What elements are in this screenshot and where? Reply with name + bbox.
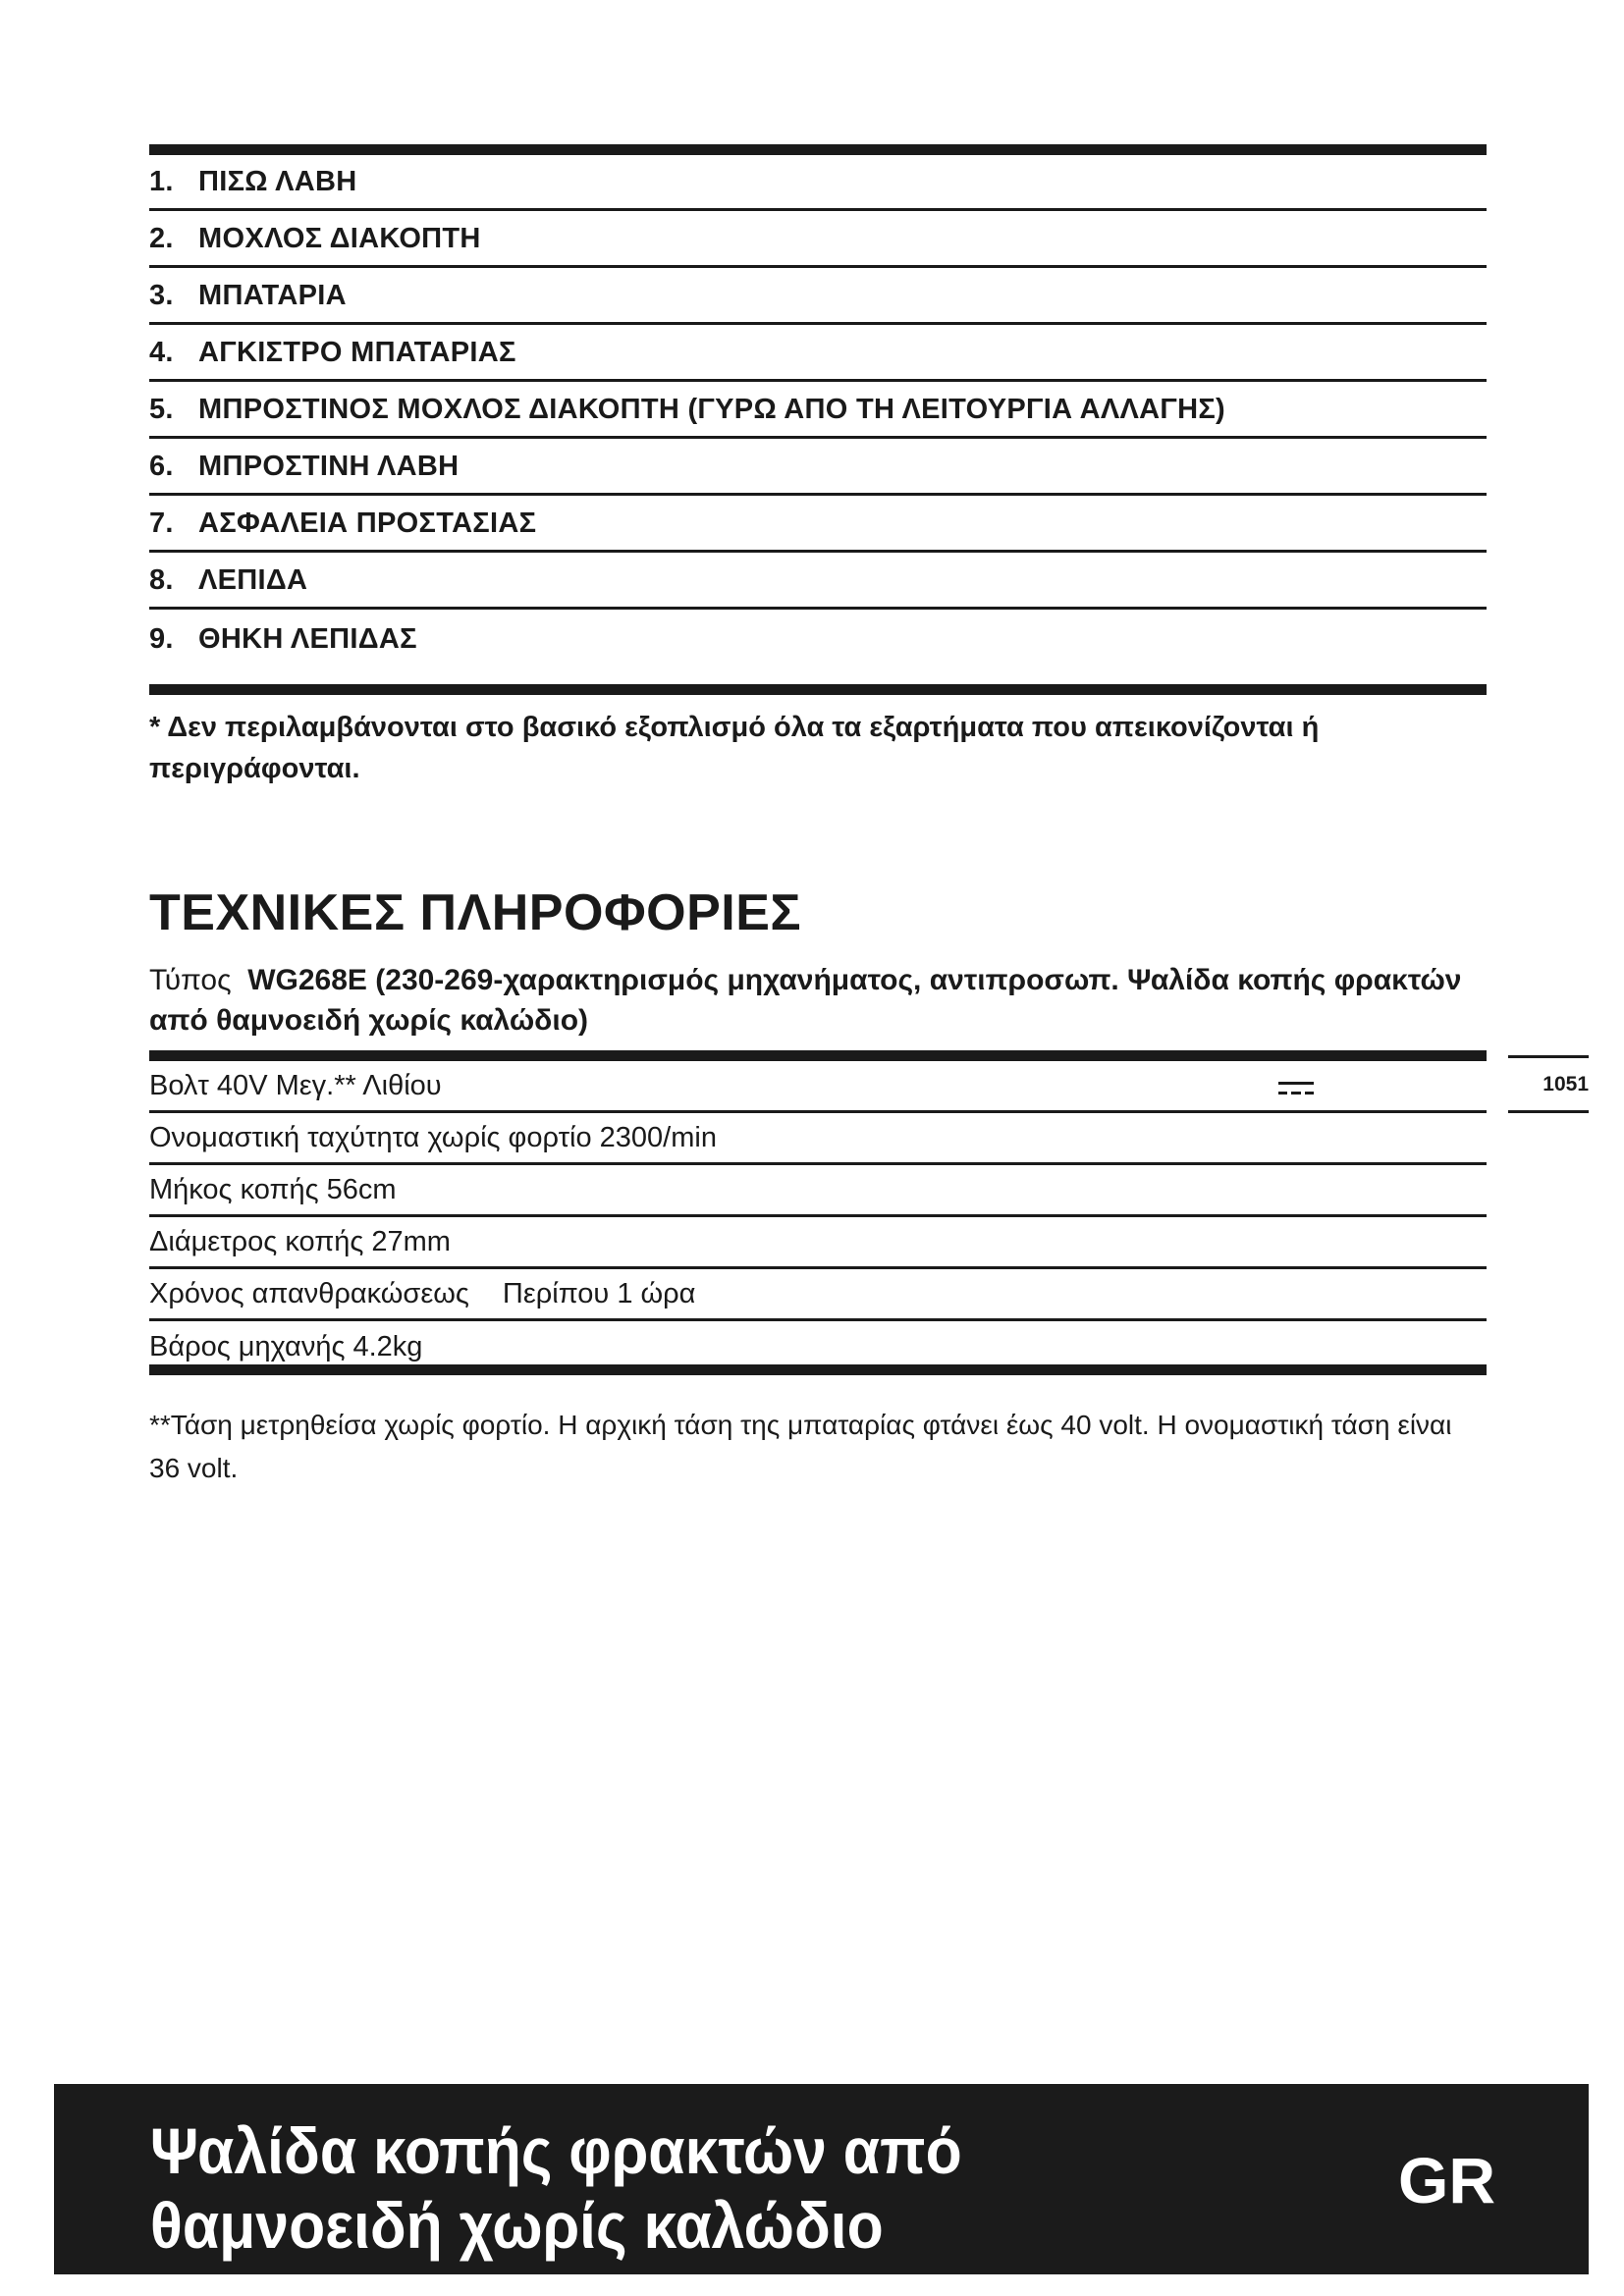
language-code: GR [1398,2144,1495,2216]
parts-list-label: ΘΗΚΗ ΛΕΠΙΔΑΣ [198,622,417,655]
parts-list-label: ΜΠΡΟΣΤΙΝΟΣ ΜΟΧΛΟΣ ΔΙΑΚΟΠΤΗ (ΓΥΡΩ ΑΠΟ ΤΗ ΛΕΙΤΟΥΡΓΙΑ ΑΛΛΑΓΗΣ) [198,394,1225,425]
spec-charge-label: Χρόνος απανθρακώσεως [149,1277,469,1309]
accessories-note: * Δεν περιλαμβάνονται στο βασικό εξοπλισμό όλα τα εξαρτήματα που απεικονίζονται ή περιγράφονται. [149,712,1320,784]
parts-list-item: 8. ΛΕΠΙΔΑ [149,553,1487,610]
spec-weight: Βάρος μηχανής 4.2kg [149,1331,423,1362]
footer-title: Ψαλίδα κοπής φρακτών από θαμνοειδή χωρίς καλώδιο [150,2114,962,2262]
parts-list-label: ΑΓΚΙΣΤΡΟ ΜΠΑΤΑΡΙΑΣ [198,337,516,368]
spec-row-cut-length [149,1165,1487,1217]
parts-list [149,154,1487,667]
spec-cut-length: Μήκος κοπής 56cm [149,1173,397,1205]
parts-list-item: 7. ΑΣΦΑΛΕΙΑ ΠΡΟΣΤΑΣΙΑΣ [149,496,1487,553]
spec-charge-value: Περίπου 1 ώρα [502,1277,696,1309]
spec-voltage: Βολτ 40V Μεγ.** Λιθίου [149,1069,442,1101]
type-value: WG268E (230-269-χαρακτηρισμός μηχανήματος, αντιπροσωπ. Ψαλίδα κοπής φρακτών από θαμνοειδή χωρίς καλώδιο) [149,964,1462,1037]
parts-list-label: ΜΟΧΛΟΣ ΔΙΑΚΟΠΤΗ [198,223,481,254]
parts-list-item: 2. ΜΟΧΛΟΣ ΔΙΑΚΟΠΤΗ [149,211,1487,268]
spec-row-speed [149,1113,1487,1165]
specs-top-rule [149,1050,1487,1061]
specs-table [149,1061,1487,1373]
dc-current-icon [1278,1080,1314,1097]
parts-list-label: ΛΕΠΙΔΑ [198,564,308,596]
spec-cut-diameter: Διάμετρος κοπής 27mm [149,1225,451,1257]
parts-list-label: ΑΣΦΑΛΕΙΑ ΠΡΟΣΤΑΣΙΑΣ [198,507,537,539]
parts-list-item: 9. ΘΗΚΗ ΛΕΠΙΔΑΣ [149,622,417,655]
voltage-footnote: **Τάση μετρηθείσα χωρίς φορτίο. Η αρχική τάση της μπαταρίας φτάνει έως 40 volt. Η ονομαστική τάση είναι 36 volt. [149,1410,1452,1483]
parts-list-label: ΠΙΣΩ ΛΑΒΗ [198,166,357,197]
parts-list-item: 1. ΠΙΣΩ ΛΑΒΗ [149,154,1487,211]
model-type [149,960,1485,1041]
spec-row-cut-diameter [149,1217,1487,1269]
parts-list-item: 3. ΜΠΑΤΑΡΙΑ [149,268,1487,325]
footer-band [54,2084,1589,2274]
parts-list-item: 6. ΜΠΡΟΣΤΙΝΗ ΛΑΒΗ [149,439,1487,496]
parts-list-label: ΜΠΡΟΣΤΙΝΗ ΛΑΒΗ [198,451,460,482]
specs-bottom-rule [149,1364,1487,1375]
type-label: Τύπος [149,964,232,996]
section-title: ΤΕΧΝΙΚΕΣ ΠΛΗΡΟΦΟΡΙΕΣ [149,884,802,941]
spec-row-charge-time [149,1269,1487,1321]
parts-list-item: 5. ΜΠΡΟΣΤΙΝΟΣ ΜΟΧΛΟΣ ΔΙΑΚΟΠΤΗ (ΓΥΡΩ ΑΠΟ ΤΗ ΛΕΙΤΟΥΡΓΙΑ ΑΛΛΑΓΗΣ) [149,382,1487,439]
spec-speed: Ονομαστική ταχύτητα χωρίς φορτίο 2300/min [149,1121,717,1153]
parts-list-bottom-rule [149,684,1487,695]
parts-list-item: 4. ΑΓΚΙΣΤΡΟ ΜΠΑΤΑΡΙΑΣ [149,325,1487,382]
page-number: 1051 [1508,1055,1589,1113]
parts-list-label: ΜΠΑΤΑΡΙΑ [198,280,347,311]
spec-row-voltage [149,1061,1487,1113]
